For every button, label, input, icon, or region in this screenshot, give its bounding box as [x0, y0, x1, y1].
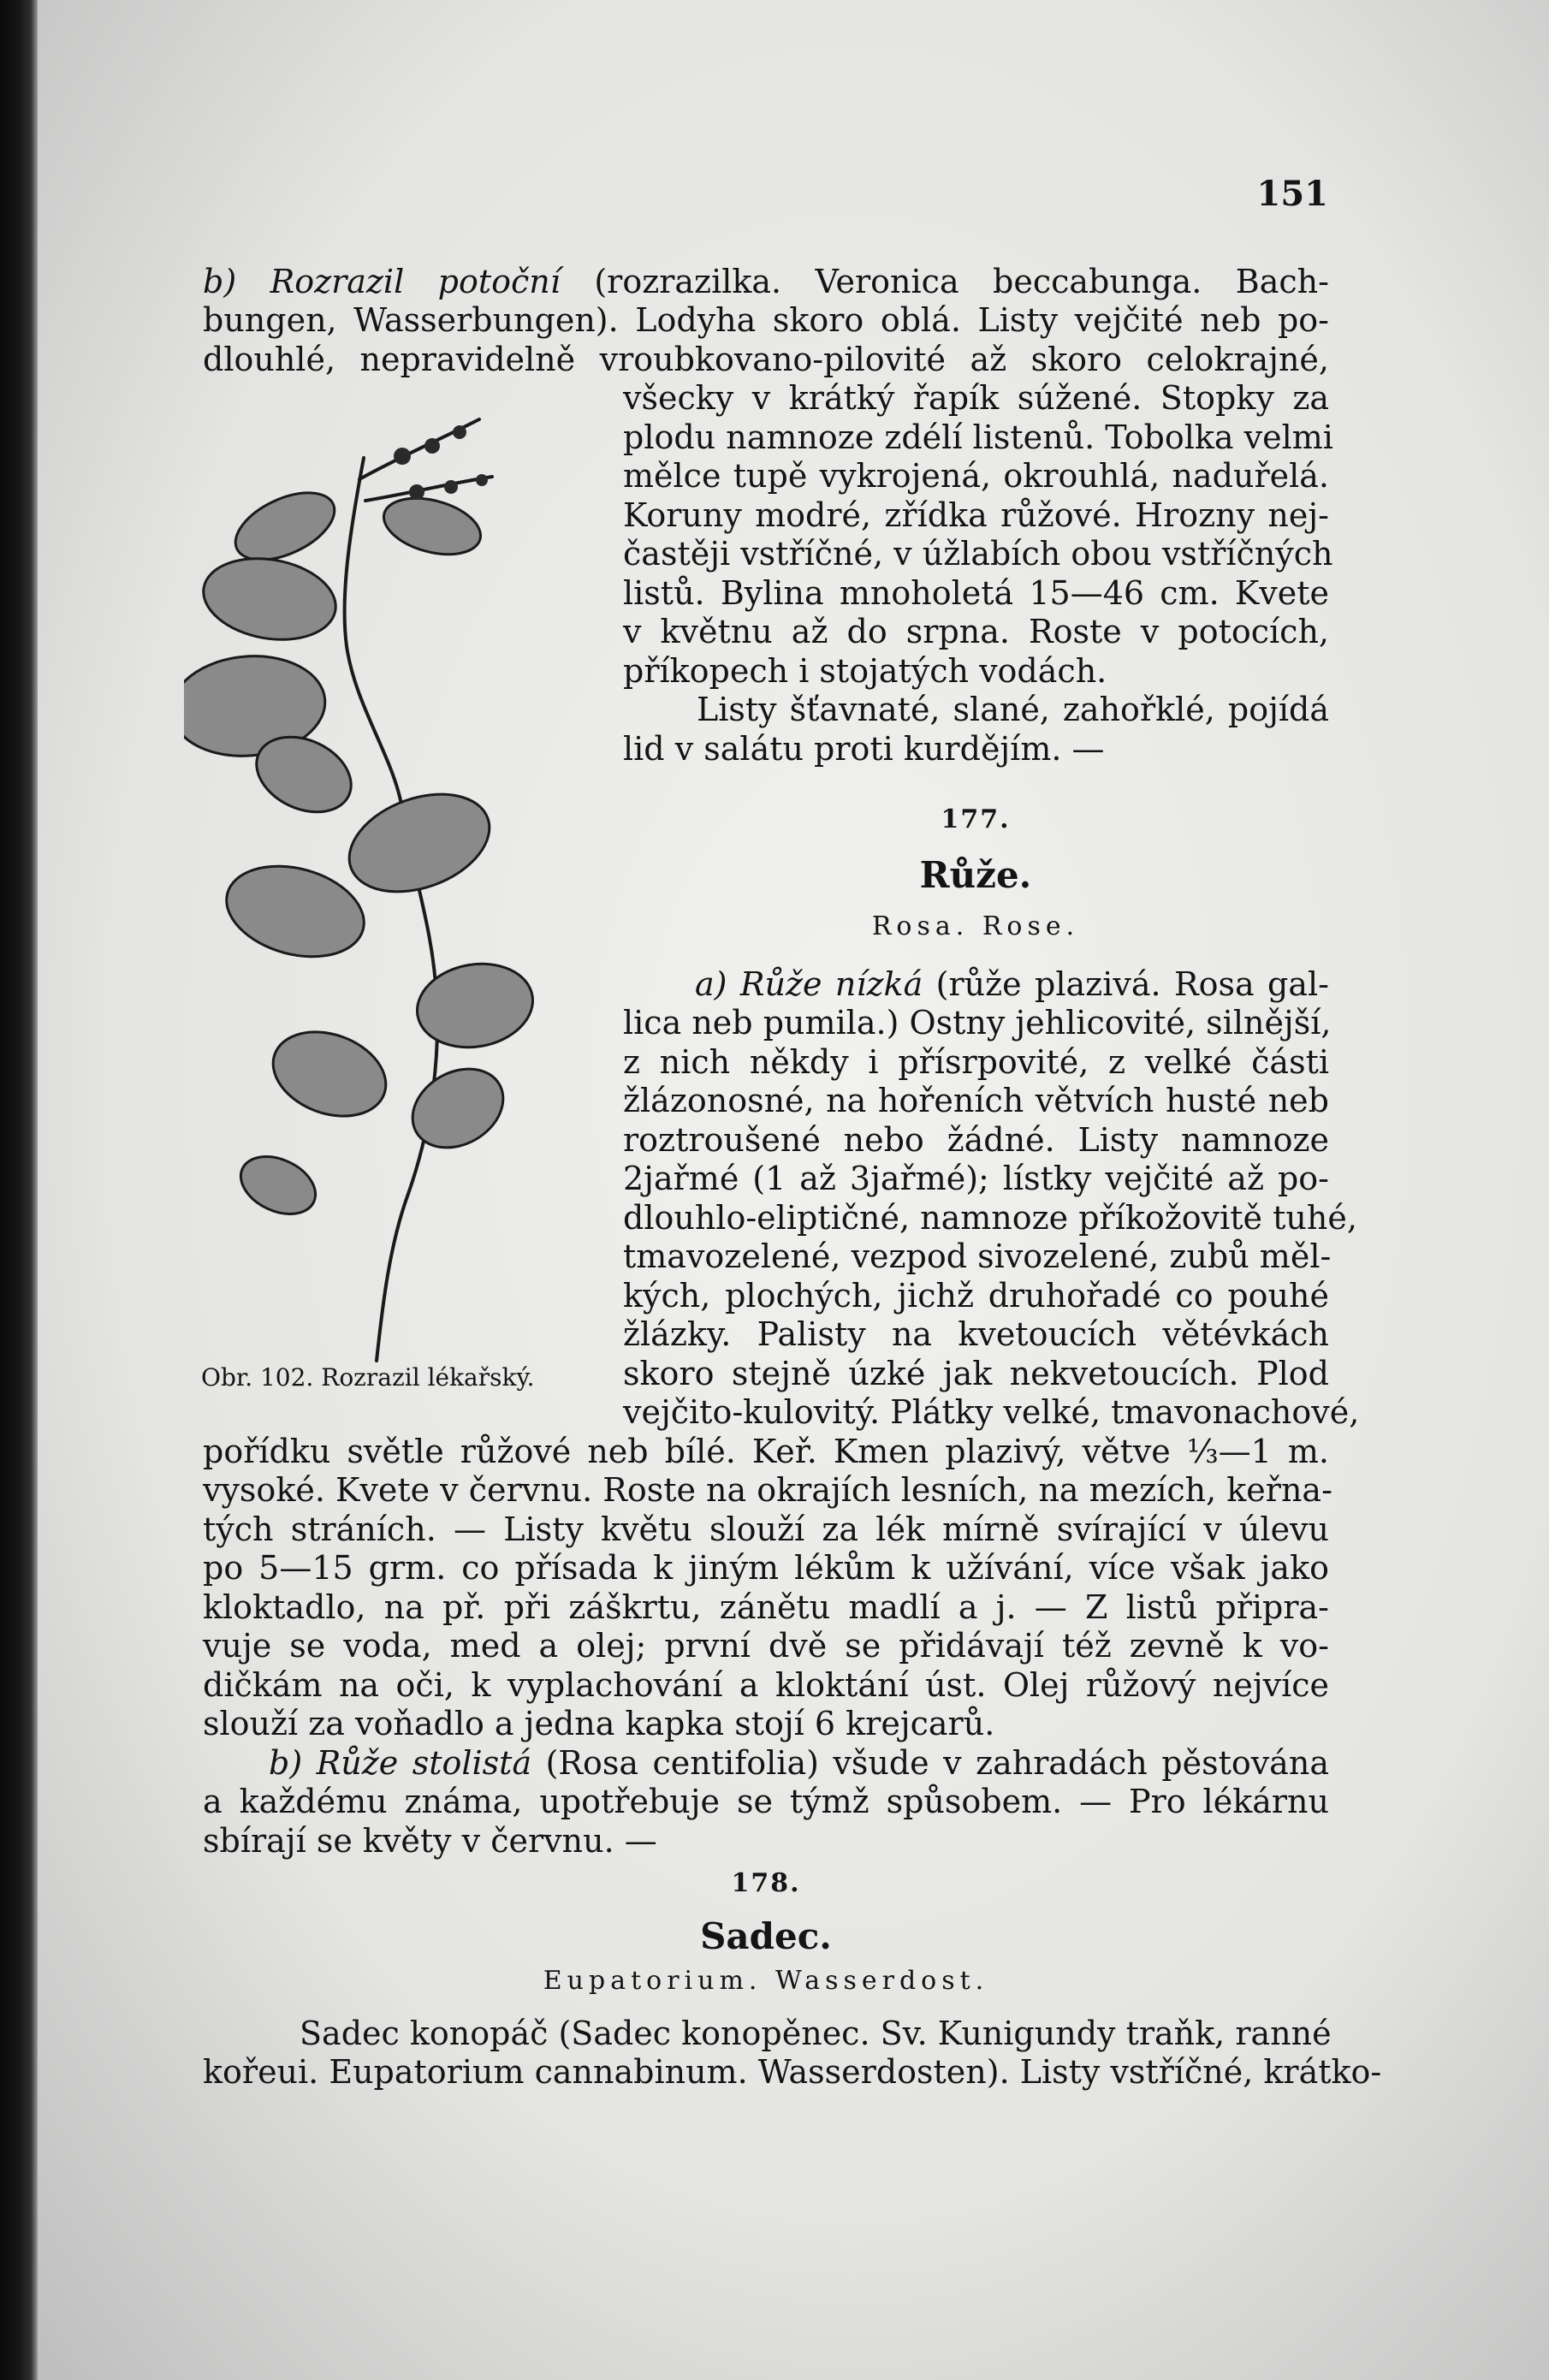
- leaf: [399, 1053, 518, 1164]
- flower-bud: [424, 438, 440, 454]
- rosa-a-line-2: z nich někdy i přísrpovité, z velké části: [623, 1043, 1329, 1081]
- flower-bud: [409, 484, 424, 500]
- rosa-a-line-6: dlouhlo-eliptičné, namnoze příkožovitě tuhé,: [623, 1199, 1357, 1237]
- rosa-a-line-17: vuje se voda, med a olej; první dvě se přidávají též zevně k vo-: [203, 1627, 1329, 1665]
- section-178-subtitle: Eupatorium. Wasserdost.: [543, 1966, 989, 1996]
- veronica-line-0: b) Rozrazil potoční (rozrazilka. Veronica beccabunga. Bach-: [203, 263, 1329, 300]
- leaf: [261, 1018, 397, 1131]
- rosa-b-line-2: sbírají se květy v červnu. —: [203, 1822, 657, 1860]
- section-178-number: 178.: [731, 1868, 801, 1898]
- veronica-line-10: příkopech i stojatých vodách.: [623, 652, 1107, 690]
- rosa-a-line-19: slouží za voňadlo a jedna kapka stojí 6 krejcarů.: [203, 1705, 995, 1742]
- species-name-rosa-centifolia: Růže stolistá: [316, 1744, 532, 1782]
- page-number: 151: [1256, 174, 1328, 214]
- veronica-line-5: mělce tupě vykrojená, okrouhlá, naduřelá.: [623, 457, 1329, 495]
- section-177-number: 177.: [941, 804, 1011, 834]
- rosa-a-line-13: vysoké. Kvete v červnu. Roste na okrajích lesních, na mezích, keřna-: [203, 1471, 1332, 1509]
- veronica-line-11: Listy šťavnaté, slané, zahořklé, pojídá: [697, 691, 1329, 728]
- rosa-a-line-16: kloktadlo, na př. při záškrtu, zánětu madlí a j. — Z listů připra-: [203, 1588, 1329, 1626]
- veronica-line-12: lid v salátu proti kurdějím. —: [623, 730, 1105, 768]
- rosa-a-line-9: žlázky. Palisty na kvetoucích větévkách: [623, 1315, 1329, 1353]
- veronica-line-7: častěji vstříčné, v úžlabích obou vstříčných: [623, 535, 1333, 573]
- veronica-line-8: listů. Bylina mnoholetá 15—46 cm. Kvete: [623, 574, 1329, 612]
- rosa-a-line-14: tých stráních. — Listy květu slouží za lék mírně svírající v úlevu: [203, 1510, 1329, 1548]
- rosa-a-line-11: vejčito-kulovitý. Plátky velké, tmavonachové,: [623, 1393, 1360, 1431]
- leaf: [335, 776, 502, 910]
- flower-raceme: [365, 477, 492, 501]
- rosa-a-line-0: a) Růže nízká (růže plazivá. Rosa gal-: [695, 965, 1329, 1003]
- flower-bud: [476, 474, 488, 486]
- rosa-a-line-3: žlázonosné, na hořeních větvích husté neb: [623, 1082, 1329, 1119]
- section-177-title: Růže.: [919, 854, 1032, 896]
- leaf: [197, 549, 342, 650]
- rosa-a-line-5: 2jařmé (1 až 3jařmé); lístky vejčité až po-: [623, 1160, 1329, 1197]
- rosa-a-line-4: roztroušené nebo žádné. Listy namnoze: [623, 1121, 1329, 1159]
- species-name-veronica: Rozrazil potoční: [270, 263, 561, 300]
- section-177-subtitle: Rosa. Rose.: [871, 911, 1080, 941]
- rosa-a-line-18: dičkám na oči, k vyplachování a kloktání úst. Olej růžový nejvíce: [203, 1666, 1329, 1704]
- rosa-a-line-12: pořídku světle růžové neb bílé. Keř. Kmen plazivý, větve ⅓—1 m.: [203, 1433, 1329, 1470]
- sadec-line-1: kořeui. Eupatorium cannabinum. Wasserdosten). Listy vstříčné, krátko-: [203, 2053, 1382, 2091]
- veronica-line-4: plodu namnoze zdélí listenů. Tobolka velmi: [623, 418, 1333, 456]
- veronica-line-6: Koruny modré, zřídka růžové. Hrozny nej-: [623, 496, 1329, 534]
- leaf: [411, 955, 540, 1056]
- flower-bud: [444, 480, 458, 494]
- section-178-title: Sadec.: [700, 1915, 832, 1957]
- rosa-a-line-15: po 5—15 grm. co přísada k jiným lékům k užívání, více však jako: [203, 1549, 1329, 1587]
- flower-bud: [394, 448, 411, 465]
- rosa-b-line-1: a každému známa, upotřebuje se týmž spůsobem. — Pro lékárnu: [203, 1783, 1329, 1820]
- rosa-a-line-1: lica neb pumila.) Ostny jehlicovité, silnější,: [623, 1004, 1332, 1042]
- sadec-line-0: Sadec konopáč (Sadec konopěnec. Sv. Kunigundy traňk, ranné: [300, 2015, 1332, 2052]
- leaf: [232, 1145, 325, 1225]
- veronica-line-3: všecky v krátký řapík súžené. Stopky za: [623, 379, 1329, 417]
- veronica-line-1: bungen, Wasserbungen). Lodyha skoro oblá. Listy vejčité neb po-: [203, 301, 1329, 339]
- book-binding-edge: [0, 0, 38, 2380]
- leaf: [377, 489, 487, 564]
- rosa-a-line-7: tmavozelené, vezpod sivozelené, zubů měl-: [623, 1237, 1332, 1275]
- veronica-line-2: dlouhlé, nepravidelně vroubkovano-pilovité až skoro celokrajné,: [203, 341, 1329, 378]
- figure-caption: Obr. 102. Rozrazil lékařský.: [201, 1363, 535, 1392]
- rosa-a-line-8: kých, plochých, jichž druhořadé co pouhé: [623, 1277, 1329, 1315]
- veronica-plant-illustration: [184, 398, 586, 1365]
- flower-bud: [453, 425, 466, 439]
- species-name-rosa-gallica: Růže nízká: [739, 965, 923, 1003]
- rosa-a-line-10: skoro stejně úzké jak nekvetoucích. Plod: [623, 1355, 1329, 1392]
- veronica-line-9: v květnu až do srpna. Roste v potocích,: [623, 613, 1329, 650]
- rosa-b-line-0: b) Růže stolistá (Rosa centifolia) všude v zahradách pěstována: [269, 1744, 1329, 1782]
